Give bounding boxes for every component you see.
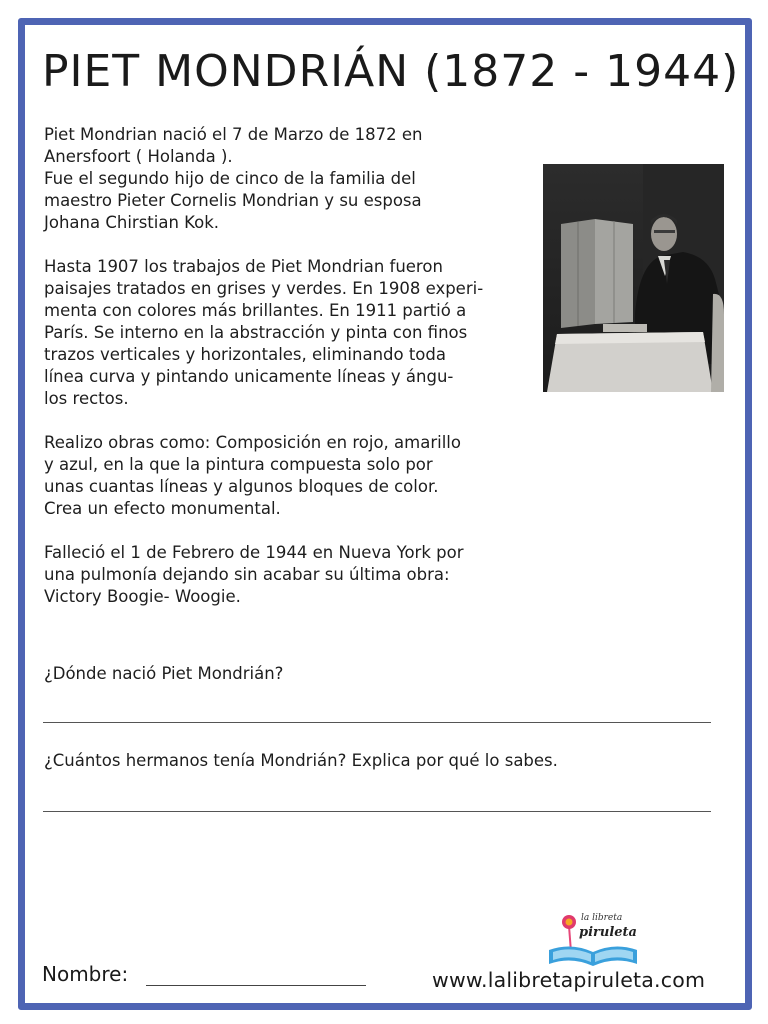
website-url: www.lalibretapiruleta.com: [432, 968, 706, 992]
logo-text-bottom: piruleta: [579, 925, 637, 940]
paragraph-works: [44, 432, 544, 520]
text-line: y azul, en la que la pintura compuesta solo por: [44, 455, 433, 474]
paragraph-career: [44, 256, 544, 410]
text-line: Hasta 1907 los trabajos de Piet Mondrian fueron: [44, 257, 443, 276]
text-line: trazos verticales y horizontales, eliminando toda: [44, 345, 446, 364]
text-line: Johana Chirstian Kok.: [44, 213, 220, 232]
text-line: unas cuantas líneas y algunos bloques de color.: [44, 477, 439, 496]
text-line: Crea un efecto monumental.: [44, 499, 281, 518]
name-label: Nombre:: [42, 962, 129, 986]
libreta-piruleta-logo: [545, 908, 645, 970]
page-title: PIET MONDRIÁN (1872 - 1944): [42, 46, 740, 97]
text-line: menta con colores más brillantes. En 1911 partió a: [44, 301, 467, 320]
portrait-photo: [543, 164, 724, 392]
logo-text-top: la libreta: [581, 913, 623, 923]
question-2: ¿Cuántos hermanos tenía Mondrián? Explica por qué lo sabes.: [44, 751, 558, 770]
text-line: París. Se interno en la abstracción y pinta con finos: [44, 323, 468, 342]
answer-line-1[interactable]: [43, 722, 711, 723]
text-line: una pulmonía dejando sin acabar su última obra:: [44, 565, 450, 584]
name-field-line[interactable]: [146, 985, 366, 986]
text-line: Victory Boogie- Woogie.: [44, 587, 241, 606]
paragraph-birth: [44, 124, 544, 234]
text-line: Realizo obras como: Composición en rojo, amarillo: [44, 433, 461, 452]
text-line: maestro Pieter Cornelis Mondrian y su esposa: [44, 191, 422, 210]
text-line: línea curva y pintando unicamente líneas y ángu-: [44, 367, 454, 386]
text-line: paisajes tratados en grises y verdes. En 1908 experi-: [44, 279, 484, 298]
text-line: Falleció el 1 de Febrero de 1944 en Nueva York por: [44, 543, 464, 562]
question-1: ¿Dónde nació Piet Mondrián?: [44, 664, 284, 683]
text-line: los rectos.: [44, 389, 129, 408]
text-line: Anersfoort ( Holanda ).: [44, 147, 233, 166]
biography-text: [44, 124, 544, 630]
answer-line-2[interactable]: [43, 811, 711, 812]
paragraph-death: [44, 542, 544, 608]
text-line: Fue el segundo hijo de cinco de la familia del: [44, 169, 416, 188]
text-line: Piet Mondrian nació el 7 de Marzo de 1872 en: [44, 125, 423, 144]
